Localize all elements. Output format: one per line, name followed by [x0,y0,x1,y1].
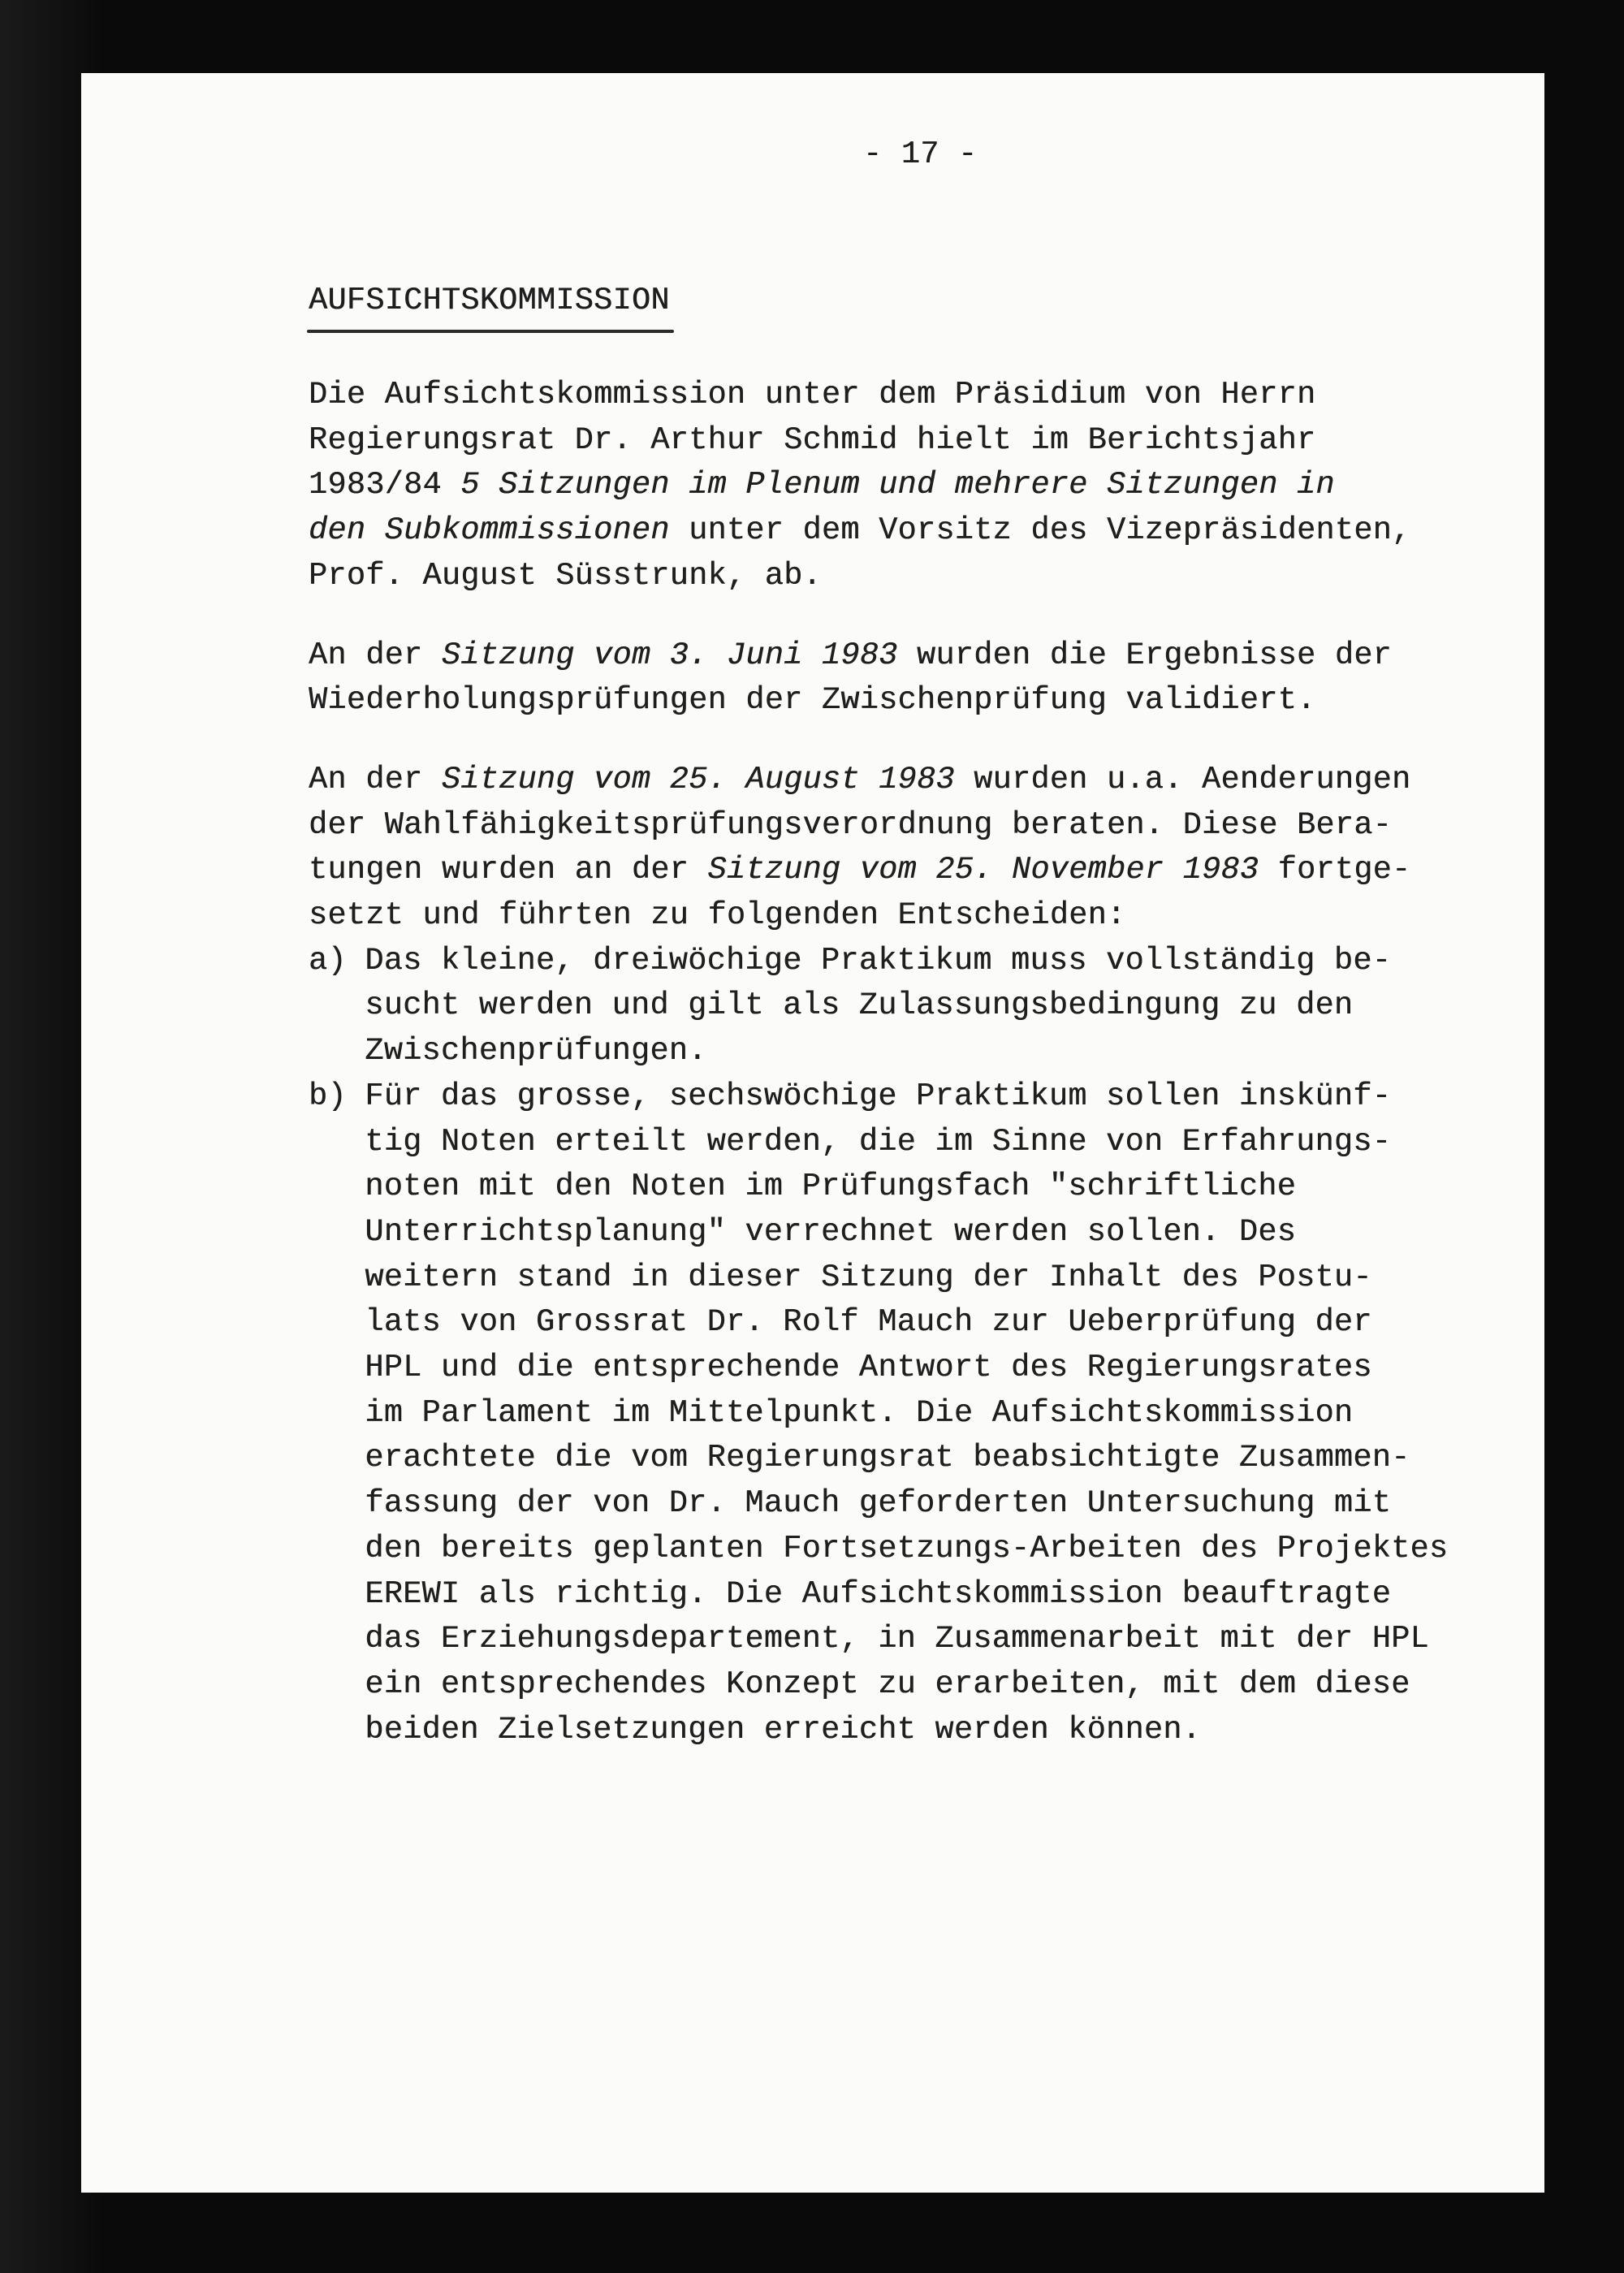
list-item [309,939,1462,1074]
text-line: sucht werden und gilt als Zulassungsbedingung zu den [365,987,1354,1024]
text-line: setzt und führten zu folgenden Entscheiden: [309,897,1126,934]
text-line: fassung der von Dr. Mauch geforderten Untersuchung mit [365,1485,1392,1522]
paragraph [309,633,1462,724]
paragraph [309,758,1462,939]
text-line: tig Noten erteilt werden, die im Sinne von Erfahrungs- [365,1123,1392,1160]
list-item [309,1074,1462,1753]
heading-underline [307,330,674,333]
list-marker: b) [309,1078,347,1114]
text-line: Das kleine, dreiwöchige Praktikum muss vollständig be- [365,942,1392,979]
text-line: An der Sitzung vom 25. August 1983 wurden u.a. Aenderungen [309,761,1411,797]
text-line: weitern stand in dieser Sitzung der Inhalt des Postu- [365,1259,1372,1295]
text-line: EREWI als richtig. Die Aufsichtskommission beauftragte [365,1575,1392,1612]
text-line: tungen wurden an der Sitzung vom 25. November 1983 fortge- [309,852,1411,888]
text-line: Prof. August Süsstrunk, ab. [309,557,822,594]
text-line: 1983/84 5 Sitzungen im Plenum und mehrere Sitzungen in [309,467,1335,503]
text-line: noten mit den Noten im Prüfungsfach "schriftliche [365,1169,1297,1205]
text-line: Unterrichtsplanung" verrechnet werden sollen. Des [365,1213,1297,1250]
document-body [309,373,1462,1752]
list-marker: a) [309,942,347,979]
text-line: Wiederholungsprüfungen der Zwischenprüfung validiert. [309,682,1316,719]
text-line: lats von Grossrat Dr. Rolf Mauch zur Ueberprüfung der [365,1304,1372,1341]
text-line: ein entsprechendes Konzept zu erarbeiten, mit dem diese [365,1666,1410,1702]
text-line: das Erziehungsdepartement, in Zusammenarbeit mit der HPL [365,1621,1429,1657]
text-line: der Wahlfähigkeitsprüfungsverordnung beraten. Diese Bera- [309,806,1393,843]
text-line: HPL und die entsprechende Antwort des Regierungsrates [365,1350,1372,1386]
text-line: Die Aufsichtskommission unter dem Präsidium von Herrn [309,377,1316,413]
text-line: den Subkommissionen unter dem Vorsitz des Vizepräsidenten, [309,512,1411,549]
text-line: beiden Zielsetzungen erreicht werden können. [365,1711,1202,1748]
paragraph [309,373,1462,599]
text-line: erachtete die vom Regierungsrat beabsichtigte Zusammen- [365,1440,1410,1476]
text-line: Regierungsrat Dr. Arthur Schmid hielt im Berichtsjahr [309,421,1316,458]
page-number: - 17 - [863,136,978,172]
text-line: im Parlament im Mittelpunkt. Die Aufsichtskommission [365,1394,1354,1431]
text-line: Zwischenprüfungen. [365,1033,707,1070]
text-line: den bereits geplanten Fortsetzungs-Arbeiten des Projektes [365,1530,1449,1566]
section-heading: AUFSICHTSKOMMISSION [309,283,670,318]
document-page [81,73,1544,2193]
text-line: Für das grosse, sechswöchige Praktikum sollen inskünf- [365,1078,1392,1114]
text-line: An der Sitzung vom 3. Juni 1983 wurden die Ergebnisse der [309,637,1393,673]
